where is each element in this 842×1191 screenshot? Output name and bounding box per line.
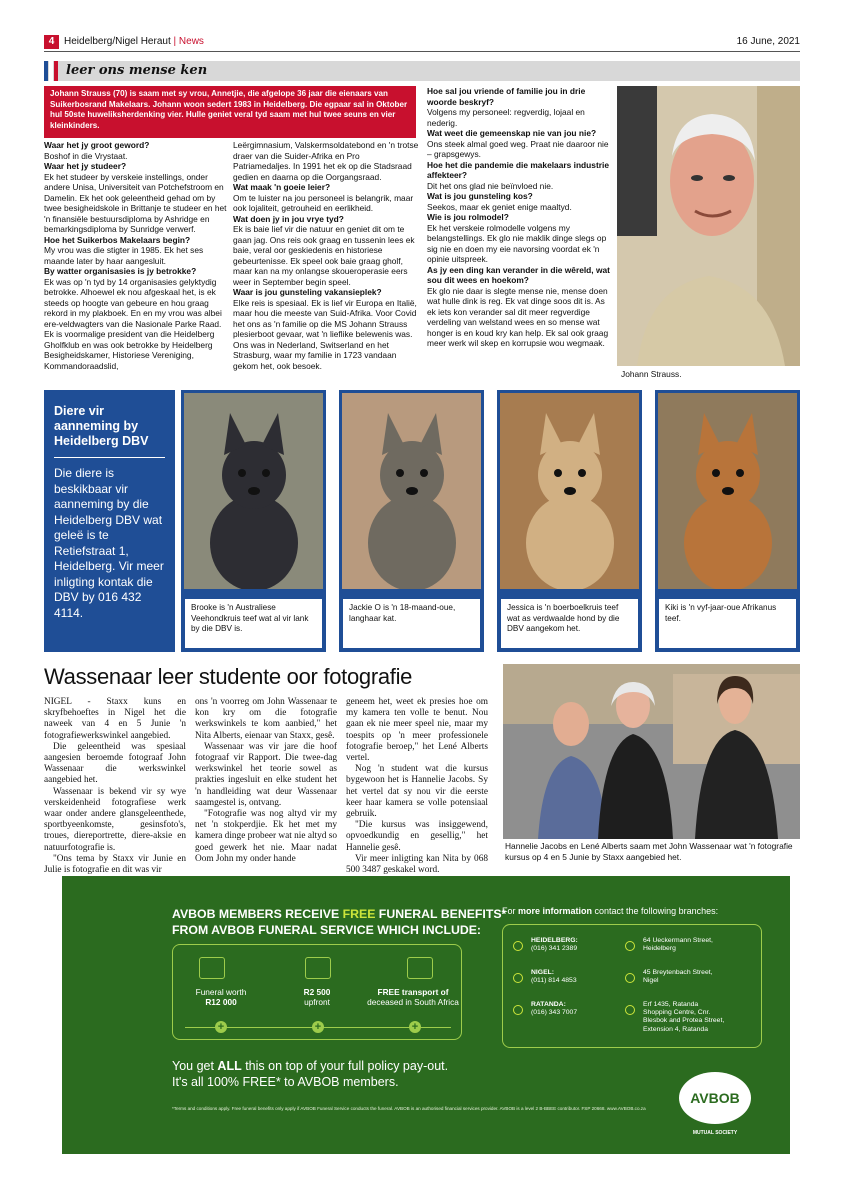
- ad-fine-print: *Terms and conditions apply. Free funeral benefits only apply if AVBOB Funeral Service conducts the funeral. AVBOB is an authorised financial services provider. AVBOB is a level 2 B-BBEE contributor. FSP 20668. www.AVBOB.co.za: [172, 1106, 646, 1111]
- workshop-photo: [503, 664, 800, 839]
- page-header: [44, 35, 800, 51]
- qa-answer: Ek was op 'n tyd by 14 organisasies gelyktydig betrokke. Alhoewel ek nou afgeskaal het, is ek steeds op hoogte van gebeure en hou graag rekord in my plakboek. En en my vrou was albei ere-veldwagters van die Nasionale Parke Raad. Ek is voormalige president van die Heidelberg Gholfklub en was ook betrokke by Heidelberg Besigheidskamer, Historiese Vereniging, Kommandoraadslid,: [44, 276, 222, 371]
- ad-contact-line: [502, 906, 718, 916]
- portrait-caption: Johann Strauss.: [621, 369, 682, 379]
- qa-question: Hoe het Suikerbos Makelaars begin?: [44, 234, 191, 245]
- flag-icon: [44, 61, 58, 81]
- article-paragraph: Wassenaar is bekend vir sy wye verskeidenheid fotografiese werk waar onder andere glansgeleenthede, sportbyeenkomste, gesinsfoto's, troues, diereportrette, diere-aksie en natuurfotografie is.: [44, 786, 186, 853]
- avbob-advertisement: [62, 876, 790, 1154]
- pet-caption: Jessica is 'n boerboelkruis teef wat as verdwaalde hond by die DBV aangekom het.: [500, 598, 639, 649]
- adoption-info-box: [44, 390, 175, 652]
- qa-answer: Ek het studeer by verskeie instellings, onder andere Unisa, Universiteit van Potchefstroom en Damelin. Ek het ook geleentheid gehad om by twee besigheidskole in Brittanje te studeer en het 'n finansiële bestuursdiploma by Ashridge en bemarkingsdiploma by Sunridge verwerf.: [44, 171, 227, 234]
- adoption-rule: [54, 457, 165, 458]
- pet-photo: [342, 393, 481, 589]
- article-paragraph: "Ons tema by Staxx vir Junie en Julie is fotografie en dit was vir: [44, 853, 186, 876]
- pet-caption: Brooke is 'n Australiese Veehondkruis teef wat al vir lank by die DBV is.: [184, 598, 323, 649]
- article-paragraph: Vir meer inligting kan Nita by 068 500 3487 geskakel word.: [346, 853, 488, 876]
- pet-card: [181, 390, 326, 652]
- branch-address: Heidelberg: [643, 945, 676, 953]
- qa-question: Wie is jou rolmodel?: [427, 212, 509, 222]
- portrait-illustration: [617, 86, 800, 366]
- section-heading-bar: [44, 61, 800, 81]
- branch-address: 64 Ueckermann Street,: [643, 937, 713, 944]
- qa-answer: Ons steek almal goed weg. Praat nie daaroor nie – grapsgewys.: [427, 138, 609, 159]
- pet-caption: Jackie O is 'n 18-maand-oue, langhaar kat.: [342, 598, 481, 649]
- article-column-3: [346, 697, 488, 876]
- article-paragraph: Wassenaar was vir jare die hoof fotograaf vir Rapport. Die twee-dag werkswinkel het teorie sowel as prakties ingesluit en elke student het 'n handleiding wat deur Wassenaar saamgestel is, ontvang.: [195, 741, 337, 808]
- qa-column-1: [44, 140, 228, 371]
- section-heading: leer ons mense ken: [66, 63, 208, 78]
- branch-phone: (016) 343 7007: [531, 1009, 578, 1017]
- qa-answer: Ek het verskeie rolmodelle volgens my belangstellings. Ek glo nie maklik dinge slegs op sig nie en doen my eie navorsing voordat ek 'n opinie uitspreek.: [427, 222, 607, 264]
- qa-question: Waar het jy studeer?: [44, 161, 127, 171]
- phone-icon: [513, 973, 523, 983]
- branch-address: Erf 1435, Ratanda: [643, 1001, 699, 1008]
- branch-address: Blesbok and Protea Street,: [643, 1017, 725, 1025]
- workshop-illustration: [503, 664, 800, 839]
- adoption-heading: Diere vir aanneming by Heidelberg DBV: [54, 404, 149, 448]
- article-paragraph: "Die kursus was insiggewend, opvoedkundig en gesellig," het Hannelie gesê.: [346, 820, 488, 853]
- pet-photo: [184, 393, 323, 589]
- hearse-icon: [407, 957, 433, 979]
- adoption-body: Die diere is beskikbaar vir aanneming by die Heidelberg DBV wat geleë is te Retiefstraat 1, Heidelberg. Vir meer inligting kontak die DBV by 016 432 4114.: [54, 466, 164, 620]
- article-paragraph: Nog 'n student wat die kursus bygewoon het is Hannelie Jacobs. Sy het vertel dat sy nou vir die eerste keer haar kamera se volle potensiaal gebruik.: [346, 764, 488, 820]
- benefit-1: [173, 987, 269, 1007]
- qa-answer: Elke reis is spesiaal. Ek is lief vir Europa en Italië, maar hou die meeste van Suid-Afrika. Voor Covid het ons as 'n familie op die MS Johann Strauss plesierboot gevaar, wat 'n lieflike belewenis was. Ons was in Nederland, Switserland en het Strasburg, waar my familie in 1723 vandaan gekom het, ook besoek.: [233, 297, 417, 371]
- branch-name: NIGEL:: [531, 969, 555, 976]
- article-column-1: [44, 697, 186, 876]
- avbob-logo: AVBOB: [679, 1072, 751, 1124]
- qa-answer: Volgens my personeel: regverdig, lojaal en nederig.: [427, 107, 585, 128]
- benefit-1-value: R12 000: [205, 997, 237, 1007]
- benefit-3: [359, 987, 467, 1007]
- ad-bottom-emph: ALL: [217, 1059, 242, 1073]
- pet-photo: [658, 393, 797, 589]
- profile-intro: Johann Strauss (70) is saam met sy vrou, Annetjie, die afgelope 36 jaar die eienaars van Suikerbosrand Makelaars. Johann woon sedert 1983 in Heidelberg. Die egpaar sal in Oktober hul 50ste huweliksherdenking vier. Hulle geniet veral tyd saam met hul twee seuns en vier kleinkinders.: [44, 86, 416, 138]
- qa-answer: Ek glo nie daar is slegte mense nie, mense doen wat hulle dink is reg. Ek vat dinge soos dit is. As ek iets kon verander sal dit meer regverdige verdeling van welstand wees en so mense wat honger is en koud kry kan help. Ek sal ook graag meer werk wil skep en korrupsie wou wegmaak.: [427, 285, 609, 348]
- location-pin-icon: [625, 973, 635, 983]
- benefit-2-text: upfront: [304, 997, 330, 1007]
- location-pin-icon: [625, 941, 635, 951]
- qa-answer: Leërgimnasium, Valskermsoldatebond en 'n trotse draer van die Suider-Afrika en Pro Patriamedaljes. In 1991 het ek op die Stadsraad gedien en daarna op die Oorgangsraad.: [233, 140, 419, 182]
- qa-question: Wat is jou gunsteling kos?: [427, 191, 533, 201]
- benefit-1-text: Funeral worth: [195, 987, 247, 997]
- qa-column-3: [427, 86, 611, 349]
- ad-bottom-text: this on top of your full policy pay-out.: [241, 1059, 449, 1073]
- branch-address: 45 Breytenbach Street,: [643, 969, 713, 976]
- section-name: News: [178, 36, 204, 47]
- header-rule: [44, 51, 800, 52]
- qa-answer: Boshof in die Vrystaat.: [44, 150, 128, 161]
- contact-text: For: [502, 906, 519, 916]
- mutual-society-label: MUTUAL SOCIETY: [692, 1130, 738, 1136]
- contact-text: contact the following branches:: [592, 906, 719, 916]
- ad-subtitle: FROM AVBOB FUNERAL SERVICE WHICH INCLUDE:: [172, 923, 482, 937]
- ad-benefits-box: [172, 944, 462, 1040]
- plus-icon: +: [409, 1021, 421, 1033]
- qa-question: Hoe het die pandemie die makelaars industrie affekteer?: [427, 159, 609, 180]
- branch-address: Nigel: [643, 977, 659, 985]
- benefit-2: [269, 987, 365, 1007]
- qa-answer: Seekos, maar ek geniet enige maaltyd.: [427, 201, 572, 212]
- qa-answer: Om te luister na jou personeel is belangrik, maar ook lojaliteit, getrouheid en eerlikheid.: [233, 192, 414, 213]
- workshop-photo-caption: Hannelie Jacobs en Lené Alberts saam met John Wassenaar wat 'n fotografie kursus op 4 en 5 Junie by Staxx aangebied het.: [505, 841, 793, 862]
- qa-question: Hoe sal jou vriende of familie jou in drie woorde beskryf?: [427, 86, 586, 107]
- cash-icon: [305, 957, 331, 979]
- article-paragraph: NIGEL - Staxx kuns en skryfbehoeftes in Nigel het die naweek van 4 en 5 Junie 'n fotografiewerkswinkel aangebied.: [44, 697, 186, 741]
- ad-title: [172, 906, 506, 938]
- page-number: 4: [44, 35, 59, 49]
- qa-answer: Dit het ons glad nie beïnvloed nie.: [427, 180, 554, 191]
- ad-bottom-text: It's all 100% FREE* to AVBOB members.: [172, 1075, 399, 1089]
- qa-question: Wat doen jy in jou vrye tyd?: [233, 213, 344, 224]
- pet-card: [339, 390, 484, 652]
- ad-bottom-text: You get: [172, 1059, 218, 1073]
- qa-question: Wat weet die gemeenskap nie van jou nie?: [427, 128, 597, 138]
- contact-emph: more information: [518, 906, 593, 916]
- ad-bottom-lines: [172, 1058, 448, 1090]
- portrait-photo: [617, 86, 800, 366]
- pet-card: [655, 390, 800, 652]
- branch-address: Extension 4, Ratanda: [643, 1025, 708, 1033]
- phone-icon: [513, 1005, 523, 1015]
- plus-icon: +: [312, 1021, 324, 1033]
- ad-title-part: FUNERAL BENEFITS*: [375, 907, 507, 921]
- article-paragraph: ons 'n voorreg om John Wassenaar te kon kry om die fotografie werkswinkels te kom aanbied," het Nita Alberts, eienaar van Staxx, gesê.: [195, 697, 337, 741]
- section-separator: |: [173, 36, 177, 47]
- article-paragraph: geneem het, weet ek presies hoe om my kamera ten volle te benut. Nou gaan ek nie meer speel nie, maar my toespits op 'n meer professionele fotografie beroep," het Lené Alberts vertel.: [346, 697, 488, 764]
- ad-title-free: FREE: [342, 907, 376, 921]
- article-paragraph: Die geleentheid was spesiaal aangesien beroemde fotograaf John Wassenaar die werkswinkel aangebied het.: [44, 741, 186, 786]
- ad-title-part: AVBOB MEMBERS RECEIVE: [172, 907, 343, 921]
- phone-icon: [513, 941, 523, 951]
- branch-name: RATANDA:: [531, 1001, 566, 1008]
- article-paragraph: "Fotografie was nog altyd vir my net 'n stokperdjie. Ek het met my kamera dinge probeer wat nie altyd so goed gewerk het nie. Maar nadat Oom John my onder hande: [195, 809, 337, 864]
- publication-name: Heidelberg/Nigel Heraut: [64, 36, 171, 47]
- pet-photo: [500, 393, 639, 589]
- coffin-icon: [199, 957, 225, 979]
- benefit-2-value: R2 500: [303, 987, 331, 997]
- branch-phone: (016) 341 2389: [531, 945, 578, 953]
- qa-question: Wat maak 'n goeie leier?: [233, 182, 331, 192]
- branch-address: Shopping Centre, Cnr.: [643, 1009, 711, 1017]
- publication-title: [64, 36, 204, 47]
- plus-icon: +: [215, 1021, 227, 1033]
- location-pin-icon: [625, 1005, 635, 1015]
- article-column-2: [195, 697, 337, 865]
- qa-answer: Ek is baie lief vir die natuur en geniet dit om te gaan jag. Ons reis ook graag en tussenin lees ek baie, veral oor geskiedenis en historiese gebeurtenisse. Ek speel ook baie graag gholf, maar kan na my onlangse skoueroperasie eers weer in September begin speel.: [233, 224, 415, 287]
- benefit-3-value: FREE transport of: [377, 987, 449, 997]
- qa-question: By watter organisasies is jy betrokke?: [44, 266, 197, 276]
- ad-branches-box: [502, 924, 762, 1048]
- publication-date: 16 June, 2021: [736, 36, 800, 47]
- benefit-3-text: deceased in South Africa: [367, 997, 459, 1007]
- qa-answer: My vrou was die stigter in 1985. Ek het ses maande later by haar aangesluit.: [44, 245, 204, 266]
- qa-question: As jy een ding kan verander in die wêreld, wat sou dit wees en hoekom?: [427, 264, 610, 285]
- pet-caption: Kiki is 'n vyf-jaar-oue Afrikanus teef.: [658, 598, 797, 649]
- branch-name: HEIDELBERG:: [531, 937, 578, 944]
- article-headline: Wassenaar leer studente oor fotografie: [44, 664, 413, 689]
- qa-question: Waar het jy groot geword?: [44, 140, 150, 150]
- qa-column-2: [233, 140, 419, 371]
- branch-phone: (011) 814 4853: [531, 977, 577, 985]
- qa-question: Waar is jou gunsteling vakansieplek?: [233, 287, 382, 297]
- pet-card: [497, 390, 642, 652]
